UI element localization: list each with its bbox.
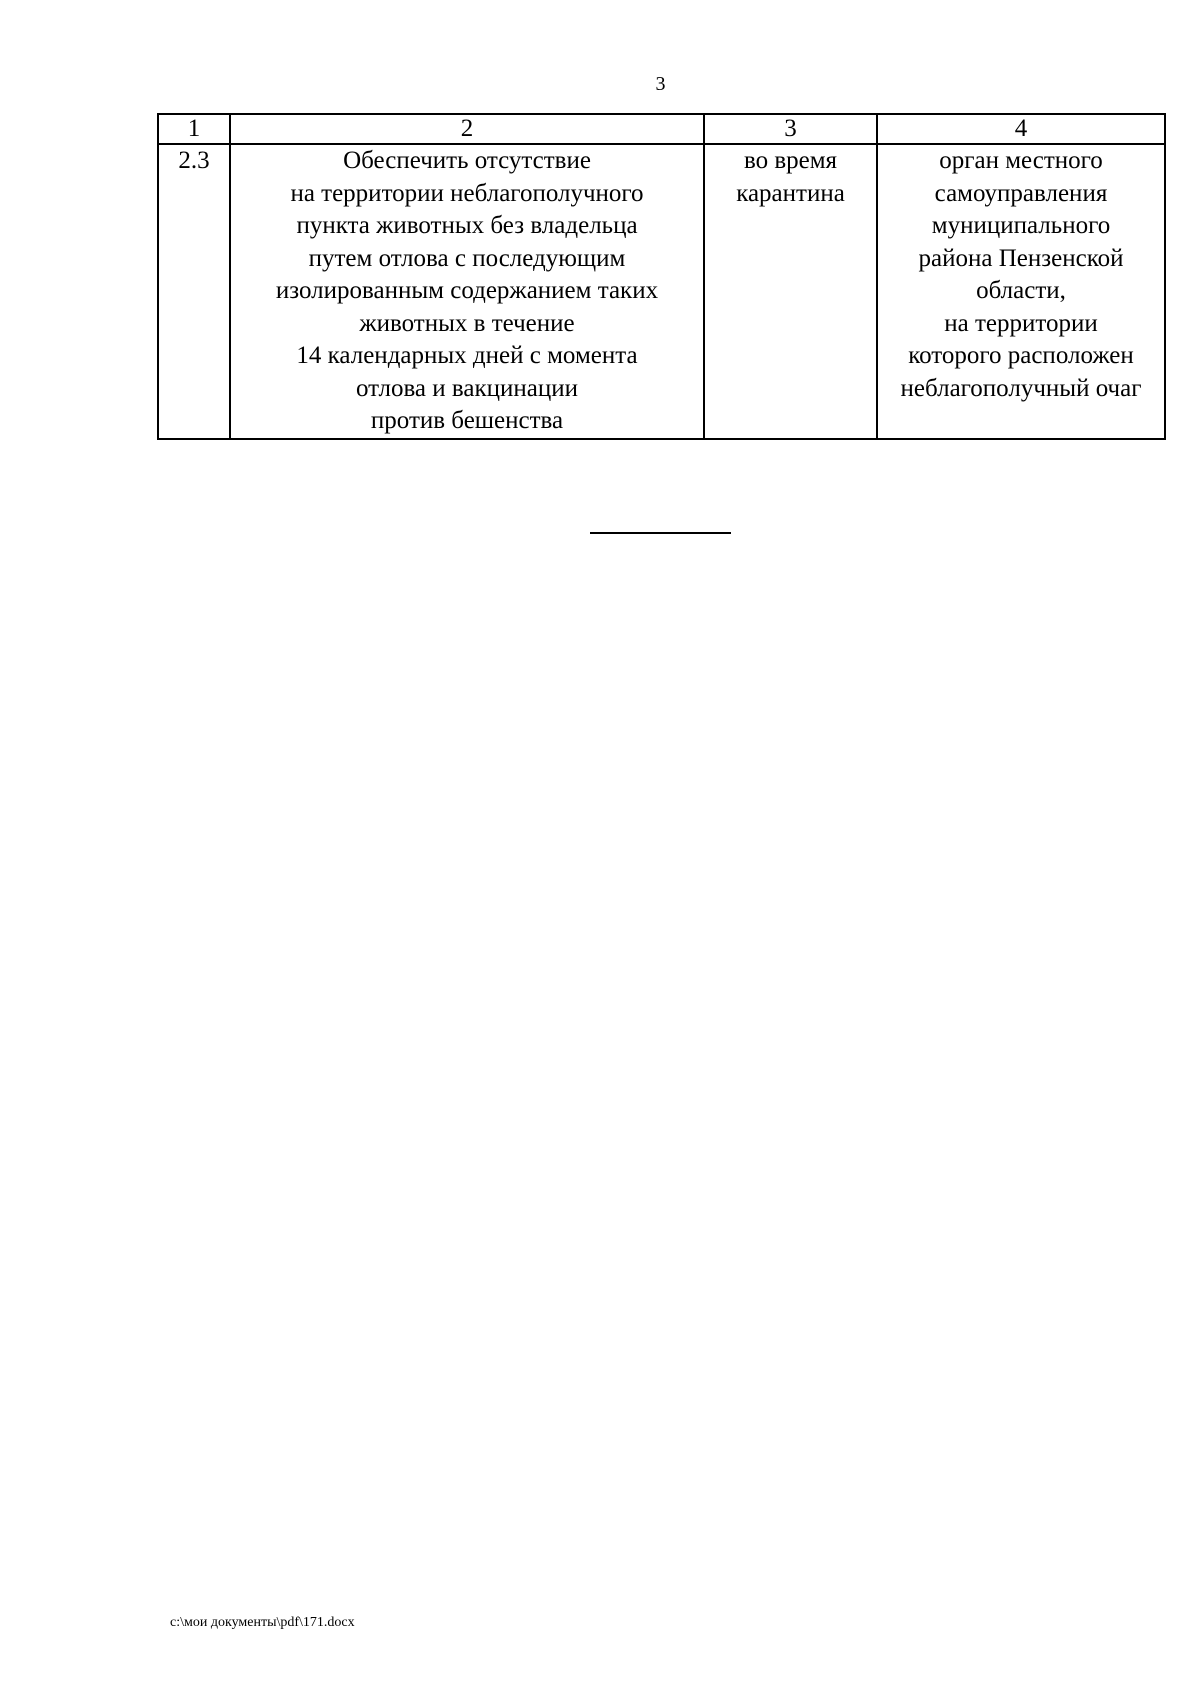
responsible-line: неблагополучный очаг	[900, 374, 1142, 402]
measures-table	[157, 113, 1166, 440]
column-number-1: 1	[158, 114, 230, 144]
measure-line: на территории неблагополучного	[290, 179, 644, 207]
measure-line: изолированным содержанием таких	[275, 277, 659, 304]
responsible-cell	[877, 144, 1165, 439]
term-cell	[704, 144, 877, 439]
term-line: карантина	[736, 179, 845, 207]
measure-line: пункта животных без владельца	[296, 212, 638, 239]
measure-line: животных в течение	[359, 309, 575, 337]
measure-line: отлова и вакцинации	[356, 374, 578, 402]
column-number-3: 3	[704, 114, 877, 144]
responsible-line: муниципального	[931, 212, 1111, 239]
column-number-2: 2	[230, 114, 704, 144]
row-number: 2.3	[178, 147, 210, 174]
responsible-line: которого расположен	[908, 342, 1134, 369]
column-number-4: 4	[877, 114, 1165, 144]
measure-line: 14 календарных дней с момента	[296, 342, 638, 369]
responsible-line: орган местного	[939, 147, 1103, 174]
measure-cell	[230, 144, 704, 439]
measure-line: против бешенства	[370, 407, 564, 434]
table-row	[158, 144, 1165, 439]
responsible-line: района Пензенской	[918, 244, 1124, 272]
row-number-cell	[158, 144, 230, 439]
term-line: во время	[743, 147, 838, 174]
footer-file-path: c:\мои документы\pdf\171.docx	[170, 1615, 355, 1630]
end-of-document-rule	[590, 532, 731, 534]
responsible-line: на территории	[944, 309, 1098, 337]
page-number: 3	[655, 73, 666, 95]
measure-line: Обеспечить отсутствие	[343, 147, 591, 174]
measure-line: путем отлова с последующим	[308, 244, 626, 272]
table-header-row	[158, 114, 1165, 144]
responsible-line: области,	[976, 277, 1066, 304]
responsible-line: самоуправления	[934, 179, 1108, 207]
